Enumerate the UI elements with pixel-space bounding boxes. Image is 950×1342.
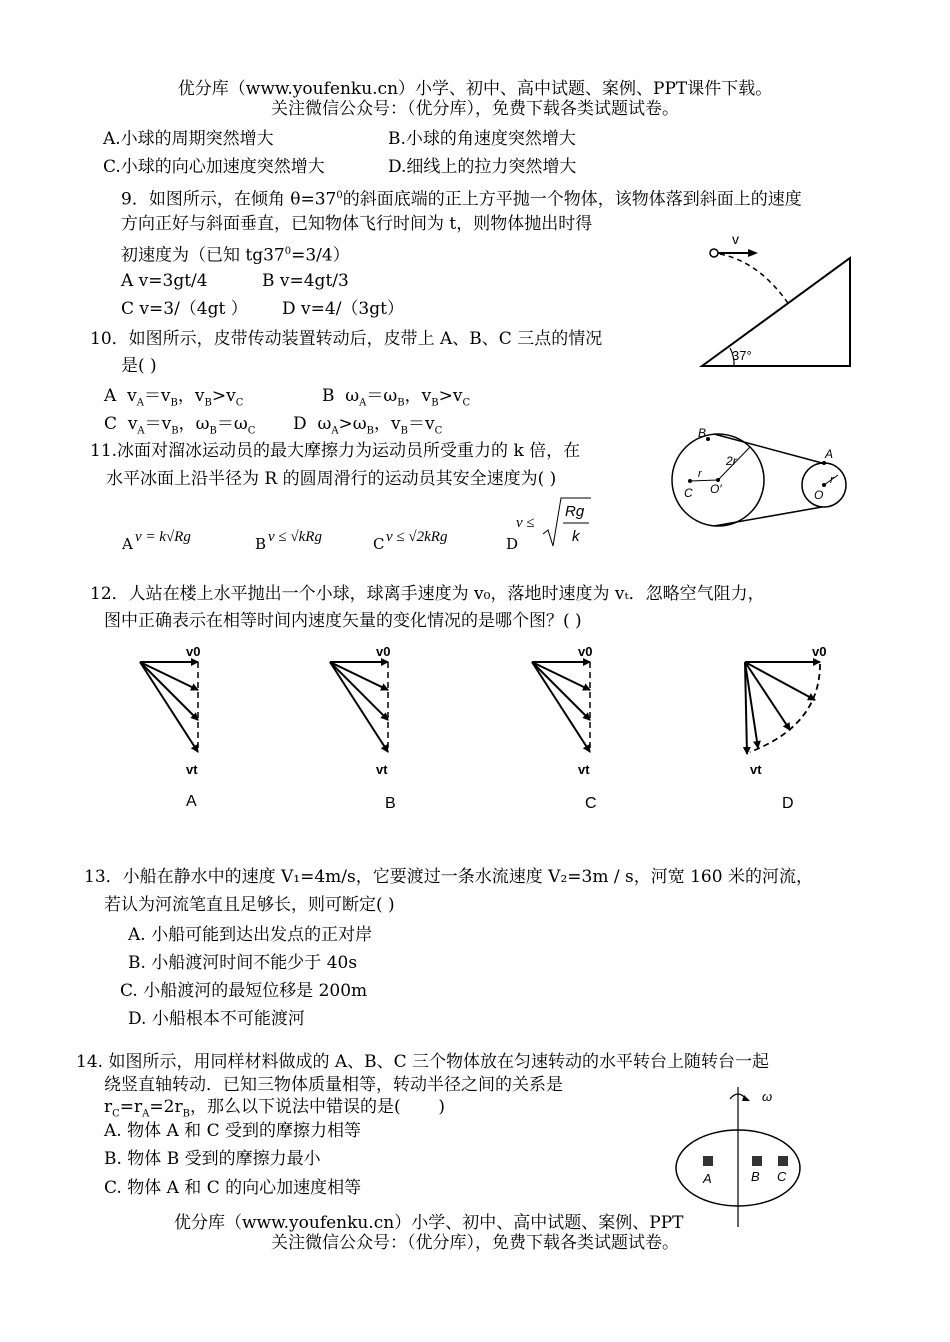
q8-option-b: B.小球的角速度突然增大 bbox=[388, 129, 576, 149]
q13-option-b: B. 小船渡河时间不能少于 40s bbox=[128, 953, 358, 973]
q12-b-label: B bbox=[385, 795, 396, 812]
q10-label-o: O bbox=[814, 488, 824, 502]
q12-b-vt: vt bbox=[376, 762, 388, 777]
q10-label-r-right: r bbox=[830, 474, 834, 486]
q12-c-v0: v0 bbox=[578, 644, 593, 659]
q12-figure-c bbox=[532, 644, 597, 812]
q8-option-c: C.小球的向心加速度突然增大 bbox=[103, 157, 325, 177]
q10-label-o-prime: O′ bbox=[710, 482, 722, 496]
q11-option-b-formula: v ≤ √kRg bbox=[268, 529, 322, 545]
q10-label-c: C bbox=[684, 486, 693, 500]
q8-option-a: A.小球的周期突然增大 bbox=[103, 129, 274, 149]
q14-option-a: A. 物体 A 和 C 受到的摩擦力相等 bbox=[104, 1121, 361, 1141]
q10-label-2r: 2r bbox=[726, 454, 737, 468]
q11-stem-line-2: 水平冰面上沿半径为 R 的圆周滑行的运动员其安全速度为( ) bbox=[106, 469, 557, 489]
q14-label-a: A bbox=[703, 1171, 712, 1186]
q13-option-c: C. 小船渡河的最短位移是 200m bbox=[120, 981, 368, 1001]
q14-option-c: C. 物体 A 和 C 的向心加速度相等 bbox=[104, 1178, 362, 1198]
q11-option-d-radical bbox=[543, 496, 593, 550]
q12-a-vt: vt bbox=[186, 762, 198, 777]
q12-d-vt: vt bbox=[750, 762, 762, 777]
q11-option-d-formula: v ≤ bbox=[516, 515, 535, 531]
header-line-1: 优分库（www.youfenku.cn）小学、初中、高中试题、案例、PPT课件下载。 bbox=[177, 79, 773, 99]
q12-figure-d bbox=[745, 644, 826, 812]
q9-option-b: B v=4gt/3 bbox=[262, 271, 349, 291]
q12-stem-line-2: 图中正确表示在相等时间内速度矢量的变化情况的是哪个图？( ) bbox=[104, 611, 582, 631]
q10-label-r-left: r bbox=[698, 468, 702, 480]
q12-figure-a bbox=[140, 644, 200, 810]
q12-d-v0: v0 bbox=[812, 644, 827, 659]
q14-stem-line-3: $r_C=r_A=2r_B$，那么以下说法中错误的是( ) bbox=[104, 1097, 446, 1120]
q12-c-vt: vt bbox=[578, 762, 590, 777]
q13-option-a: A. 小船可能到达出发点的正对岸 bbox=[128, 925, 373, 945]
q9-option-d: D v=4/（3gt） bbox=[282, 299, 404, 319]
q11-option-c-label: C bbox=[373, 535, 385, 553]
q10-stem-line-1: 10．如图所示，皮带传动装置转动后，皮带上 A、B、C 三点的情况 bbox=[90, 329, 603, 349]
q12-figures bbox=[130, 640, 890, 820]
q13-stem-line-1: 13．小船在静水中的速度 V₁=4m/s，它要渡过一条水流速度 V₂=3m / s，河宽 160 米的河流， bbox=[84, 867, 813, 887]
q10-label-b: B bbox=[698, 426, 707, 440]
q12-stem-line-1: 12．人站在楼上水平抛出一个小球，球离手速度为 v₀，落地时速度为 vₜ．忽略空气阻力， bbox=[90, 584, 765, 604]
q13-option-d: D. 小船根本不可能渡河 bbox=[128, 1009, 305, 1029]
q11-option-a-label: A bbox=[122, 535, 133, 553]
q10-option-d: D $\omega_A>\omega_B$，$v_B=v_C$ bbox=[293, 414, 443, 437]
q9-v-label: v bbox=[732, 231, 739, 247]
q14-stem-line-2: 绕竖直轴转动．已知三物体质量相等，转动半径之间的关系是 bbox=[104, 1075, 563, 1095]
q10-option-c: C $v_A=v_B$，$\omega_B=\omega_C$ bbox=[104, 414, 256, 437]
q14-label-b: B bbox=[751, 1169, 760, 1184]
q13-stem-line-2: 若认为河流笔直且足够长，则可断定( ) bbox=[104, 895, 395, 915]
q12-a-v0: v0 bbox=[186, 644, 201, 659]
q10-belt-figure bbox=[660, 425, 855, 530]
q9-stem-line-2: 方向正好与斜面垂直，已知物体飞行时间为 t，则物体抛出时得 bbox=[121, 214, 593, 234]
q14-stem-line-1: 14. 如图所示，用同样材料做成的 A、B、C 三个物体放在匀速转动的水平转台上随转台一起 bbox=[76, 1052, 770, 1072]
q12-d-label: D bbox=[782, 795, 794, 812]
q11-option-b-label: B bbox=[255, 535, 267, 553]
q10-label-a: A bbox=[825, 447, 834, 461]
q9-stem-line-1: 9．如图所示，在倾角 $\theta=37^0$的斜面底端的正上方平抛一个物体，该物体落到斜面上的速度 bbox=[121, 189, 802, 210]
q8-option-d: D.细线上的拉力突然增大 bbox=[388, 157, 577, 177]
q10-stem-line-2: 是( ) bbox=[121, 356, 157, 376]
q10-option-a: A $v_A=v_B$，$v_B>v_C$ bbox=[104, 386, 244, 409]
q12-figure-b bbox=[330, 644, 396, 812]
footer-line-2: 关注微信公众号：（优分库），免费下载各类试题试卷。 bbox=[271, 1233, 679, 1253]
q9-incline-figure bbox=[690, 228, 860, 373]
q11-option-a-formula: v = k√Rg bbox=[135, 529, 191, 545]
q11-stem-line-1: 11.冰面对溜冰运动员的最大摩擦力为运动员所受重力的 k 倍，在 bbox=[90, 441, 581, 461]
q14-option-b: B. 物体 B 受到的摩擦力最小 bbox=[104, 1149, 321, 1169]
q12-c-label: C bbox=[585, 795, 597, 812]
q9-angle-label: 37° bbox=[732, 348, 752, 363]
header-line-2: 关注微信公众号：（优分库），免费下载各类试题试卷。 bbox=[271, 99, 679, 119]
footer-line-1: 优分库（www.youfenku.cn）小学、初中、高中试题、案例、PPT bbox=[174, 1213, 684, 1233]
q9-option-a: A v=3gt/4 bbox=[121, 271, 208, 291]
q12-b-v0: v0 bbox=[376, 644, 391, 659]
q12-a-label: A bbox=[186, 793, 197, 810]
q14-turntable-figure bbox=[670, 1085, 810, 1230]
q9-option-c: C v=3/（4gt ） bbox=[121, 299, 248, 319]
q11-option-d-denominator: k bbox=[572, 528, 580, 545]
q14-label-c: C bbox=[777, 1169, 787, 1184]
q11-option-d-numerator: Rg bbox=[565, 503, 585, 520]
q10-option-b: B $\omega_A=\omega_B$，$v_B>v_C$ bbox=[322, 386, 471, 409]
q9-stem-line-3: 初速度为（已知 $tg37^0=3/4$） bbox=[121, 245, 350, 266]
q11-option-c-formula: v ≤ √2kRg bbox=[386, 529, 448, 545]
q11-option-d-label: D bbox=[506, 535, 519, 553]
q14-omega-label: ω bbox=[762, 1089, 773, 1104]
